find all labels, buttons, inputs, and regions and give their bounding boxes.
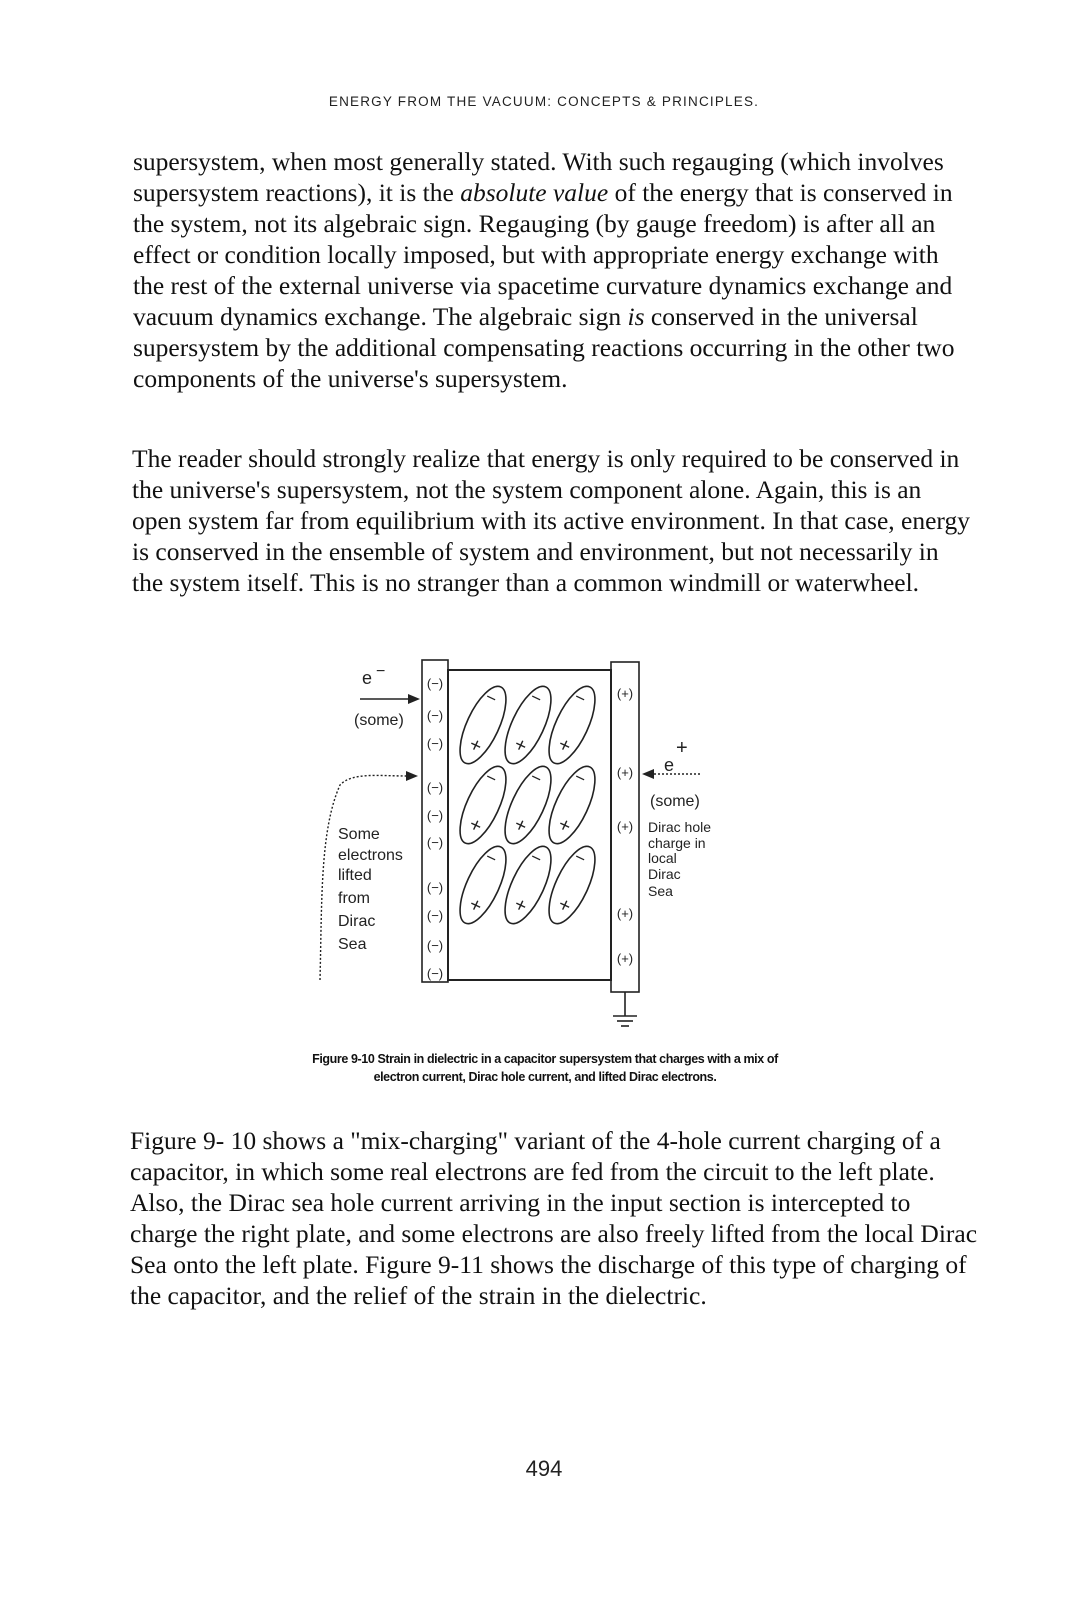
lifted-label-line-1: Some [338,826,380,843]
paragraph-1-emphasis-b: is [627,302,645,331]
right-plate-charge: (+) [616,819,634,834]
right-plate-charge: (+) [616,686,634,701]
dipole-plus-sign: + [465,893,486,919]
electron-label: e [362,668,373,688]
dipole-outline [540,760,605,850]
caption-line-1: Figure 9-10 Strain in dielectric in a capacitor supersystem that charges with a mix of [312,1052,778,1066]
dipole-minus-sign: − [482,766,501,790]
left-plate-charge: (−) [426,835,444,850]
dipole-plus-sign: + [510,893,531,919]
hole-some-label: (some) [650,793,700,810]
left-plate-charge: (−) [426,676,444,691]
hole-label-line-3: local [648,850,677,866]
hole-label: e [664,755,675,775]
dipole-plus-sign: + [465,733,486,759]
dipole-minus-sign: − [571,766,590,790]
dipole-ellipse [540,680,605,770]
hole-label-line-5: Sea [648,883,673,899]
electron-sign: − [376,663,386,680]
dipole-plus-sign: + [465,813,486,839]
page-number: 494 [525,1456,563,1481]
paragraph-3: Figure 9- 10 shows a "mix-charging" variant of the 4-hole current charging of a capacitor, in which some real electrons are fed from the circuit to the left plate. Also, the Dirac sea hole current arriving in the input section is intercepted to charge the right plate, and some electrons are also freely lifted from the local Dirac Sea onto the left plate. Figure 9-11 shows the discharge of this type of charging of the capacitor, and the relief of the strain in the dielectric. [130,1126,978,1310]
paragraph-1-text-a: supersystem, when most generally stated. With such regauging (which involves supersystem reactions), it is the [133,147,944,207]
lifted-label-line-3: lifted [338,867,372,884]
dipole-plus-sign: + [554,893,575,919]
running-head: ENERGY FROM THE VACUUM: CONCEPTS & PRINCIPLES. [328,94,760,109]
dipole-plus-sign: + [554,813,575,839]
dipole-minus-sign: − [527,846,546,870]
hole-label-line-1: Dirac hole [648,819,712,835]
dipole-plus-sign: + [554,733,575,759]
hole-sign: + [676,737,688,759]
left-plate-charge: (−) [426,938,444,953]
dipole-minus-sign: − [527,766,546,790]
dipole-ellipse [540,840,605,930]
electron-some-label: (some) [354,712,404,729]
lifted-label-line-5: Dirac [338,913,376,930]
left-plate-charge: (−) [426,908,444,923]
dipole-group [451,680,605,930]
right-plate-charge: (+) [616,765,634,780]
caption-line-2: electron current, Dirac hole current, and lifted Dirac electrons. [373,1070,717,1084]
dipole-minus-sign: − [571,846,590,870]
lifted-label-line-6: Sea [338,936,367,953]
dipole-plus-sign: + [510,813,531,839]
paragraph-1-text-b: of the energy that is conserved in the system, not its algebraic sign. Regauging (by gauge freedom) is after all an effect or condition locally imposed, but with appropriate energy exchange with the rest of the external universe via spacetime curvature dynamics exchange and vacuum dynamics exchange. The algebraic sign [133,178,953,331]
lifted-arrowhead [406,771,418,781]
dipole-minus-sign: − [527,686,546,710]
right-plate-charge: (+) [616,951,634,966]
left-plate-charge: (−) [426,736,444,751]
figure-caption [200,1050,890,1086]
hole-label-line-4: Dirac [648,866,681,882]
dipole-plus-sign: + [510,733,531,759]
dipole-minus-sign: − [482,846,501,870]
dipole-ellipse [540,760,605,850]
left-plate-charge: (−) [426,808,444,823]
dipole-outline [540,680,605,770]
right-plate-charge: (+) [616,906,634,921]
lifted-label-line-2: electrons [338,847,403,864]
capacitor-figure [300,650,760,1035]
paragraph-1-emphasis-a: absolute value [460,178,609,207]
hole-arrowhead [642,769,654,779]
paragraph-2: The reader should strongly realize that energy is only required to be conserved in the universe's supersystem, not the system component alone. Again, this is an open system far from equilibrium with its active environment. In that case, energy is conserved in the ensemble of system and environment, but not necessarily in the system itself. This is no stranger than a common windmill or waterwheel. [132,444,970,597]
left-plate-charge: (−) [426,780,444,795]
hole-label-line-2: charge in [648,835,706,851]
left-plate-charge: (−) [426,708,444,723]
left-plate-charge: (−) [426,966,444,981]
dipole-minus-sign: − [571,686,590,710]
dipole-outline [540,840,605,930]
dipole-minus-sign: − [482,686,501,710]
electron-arrowhead [408,694,420,704]
plate-charge-group [427,676,633,981]
capacitor-diagram [300,650,760,1035]
paragraph-1 [133,146,973,394]
paragraph-1-text-c: conserved in the universal supersystem by the additional compensating reactions occurring in the other two components of the universe's supersystem. [133,302,955,393]
lifted-label-line-4: from [338,890,370,907]
left-plate-charge: (−) [426,880,444,895]
